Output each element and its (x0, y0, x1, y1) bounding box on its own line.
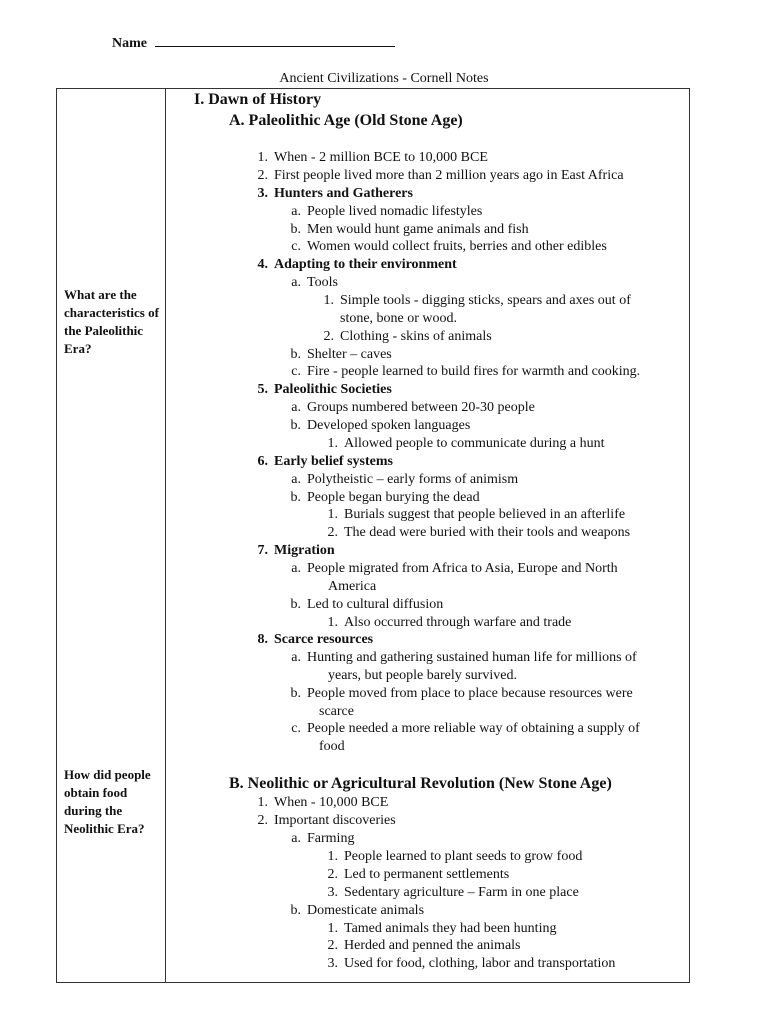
list-item: 2. Herded and penned the animals (327, 938, 521, 953)
list-item: 3. Used for food, clothing, labor and transportation (327, 956, 616, 971)
list-item: a. Groups numbered between 20-30 people (291, 400, 535, 415)
list-item: a. Farming (291, 831, 355, 846)
cue-column-divider (165, 88, 166, 983)
list-item: 8. Scarce resources (257, 632, 374, 647)
name-field-label (112, 34, 395, 52)
list-item: a. Polytheistic – early forms of animism (291, 472, 519, 487)
list-item: 1. Tamed animals they had been hunting (327, 921, 557, 936)
document-title: Ancient Civilizations - Cornell Notes (279, 71, 489, 86)
list-item: 2. Important discoveries (257, 813, 396, 828)
name-blank-line (155, 34, 395, 47)
list-item: b. Men would hunt game animals and fish (290, 222, 529, 237)
name-label: Name (112, 36, 147, 51)
list-item: 1. People learned to plant seeds to grow food (327, 849, 583, 864)
list-item-continuation: food (319, 739, 345, 754)
list-item: 6. Early belief systems (257, 454, 393, 469)
list-item: 2. First people lived more than 2 million years ago in East Africa (257, 168, 624, 183)
cue-question-paleolithic: What are the characteristics of the Paleolithic Era? (64, 287, 159, 356)
list-item: 7. Migration (257, 543, 335, 558)
list-item: c. People needed a more reliable way of obtaining a supply of (291, 721, 640, 736)
list-item: a. People lived nomadic lifestyles (291, 204, 483, 219)
list-item-continuation: years, but people barely survived. (328, 668, 517, 683)
list-item: b. People moved from place to place because resources were (290, 686, 633, 701)
list-item: 2. Led to permanent settlements (327, 867, 510, 882)
list-item-continuation: scarce (319, 704, 354, 719)
section-heading-i: I. Dawn of History (194, 91, 322, 108)
list-item: 2. Clothing - skins of animals (323, 329, 492, 344)
list-item: 1. Also occurred through warfare and trade (327, 615, 572, 630)
list-item: a. Hunting and gathering sustained human life for millions of (291, 650, 637, 665)
list-item: 4. Adapting to their environment (257, 257, 457, 272)
list-item: 2. The dead were buried with their tools and weapons (327, 525, 631, 540)
list-item: 1. When - 10,000 BCE (257, 795, 389, 810)
list-item: 1. Burials suggest that people believed in an afterlife (327, 507, 626, 522)
list-item: c. Fire - people learned to build fires for warmth and cooking. (291, 364, 641, 379)
list-item: b. People began burying the dead (290, 490, 480, 505)
list-item: b. Shelter – caves (290, 347, 392, 362)
list-item: b. Developed spoken languages (290, 418, 471, 433)
cue-question-neolithic: How did people obtain food during the Neolithic Era? (64, 767, 151, 836)
list-item: a. People migrated from Africa to Asia, Europe and North (291, 561, 618, 576)
list-item: 1. When - 2 million BCE to 10,000 BCE (257, 150, 488, 165)
list-item: 3. Hunters and Gatherers (257, 186, 413, 201)
list-item: 3. Sedentary agriculture – Farm in one place (327, 885, 579, 900)
list-item: b. Led to cultural diffusion (290, 597, 444, 612)
list-item-continuation: America (328, 579, 377, 594)
list-item: 1. Simple tools - digging sticks, spears and axes out of (323, 293, 631, 308)
list-item: c. Women would collect fruits, berries and other edibles (291, 239, 607, 254)
list-item: b. Domesticate animals (290, 903, 425, 918)
section-heading-a: A. Paleolithic Age (Old Stone Age) (229, 112, 463, 129)
list-item-continuation: stone, bone or wood. (340, 311, 458, 326)
list-item: a. Tools (291, 275, 338, 290)
list-item: 1. Allowed people to communicate during a hunt (327, 436, 605, 451)
section-heading-b: B. Neolithic or Agricultural Revolution (New Stone Age) (229, 775, 612, 792)
list-item: 5. Paleolithic Societies (257, 382, 392, 397)
